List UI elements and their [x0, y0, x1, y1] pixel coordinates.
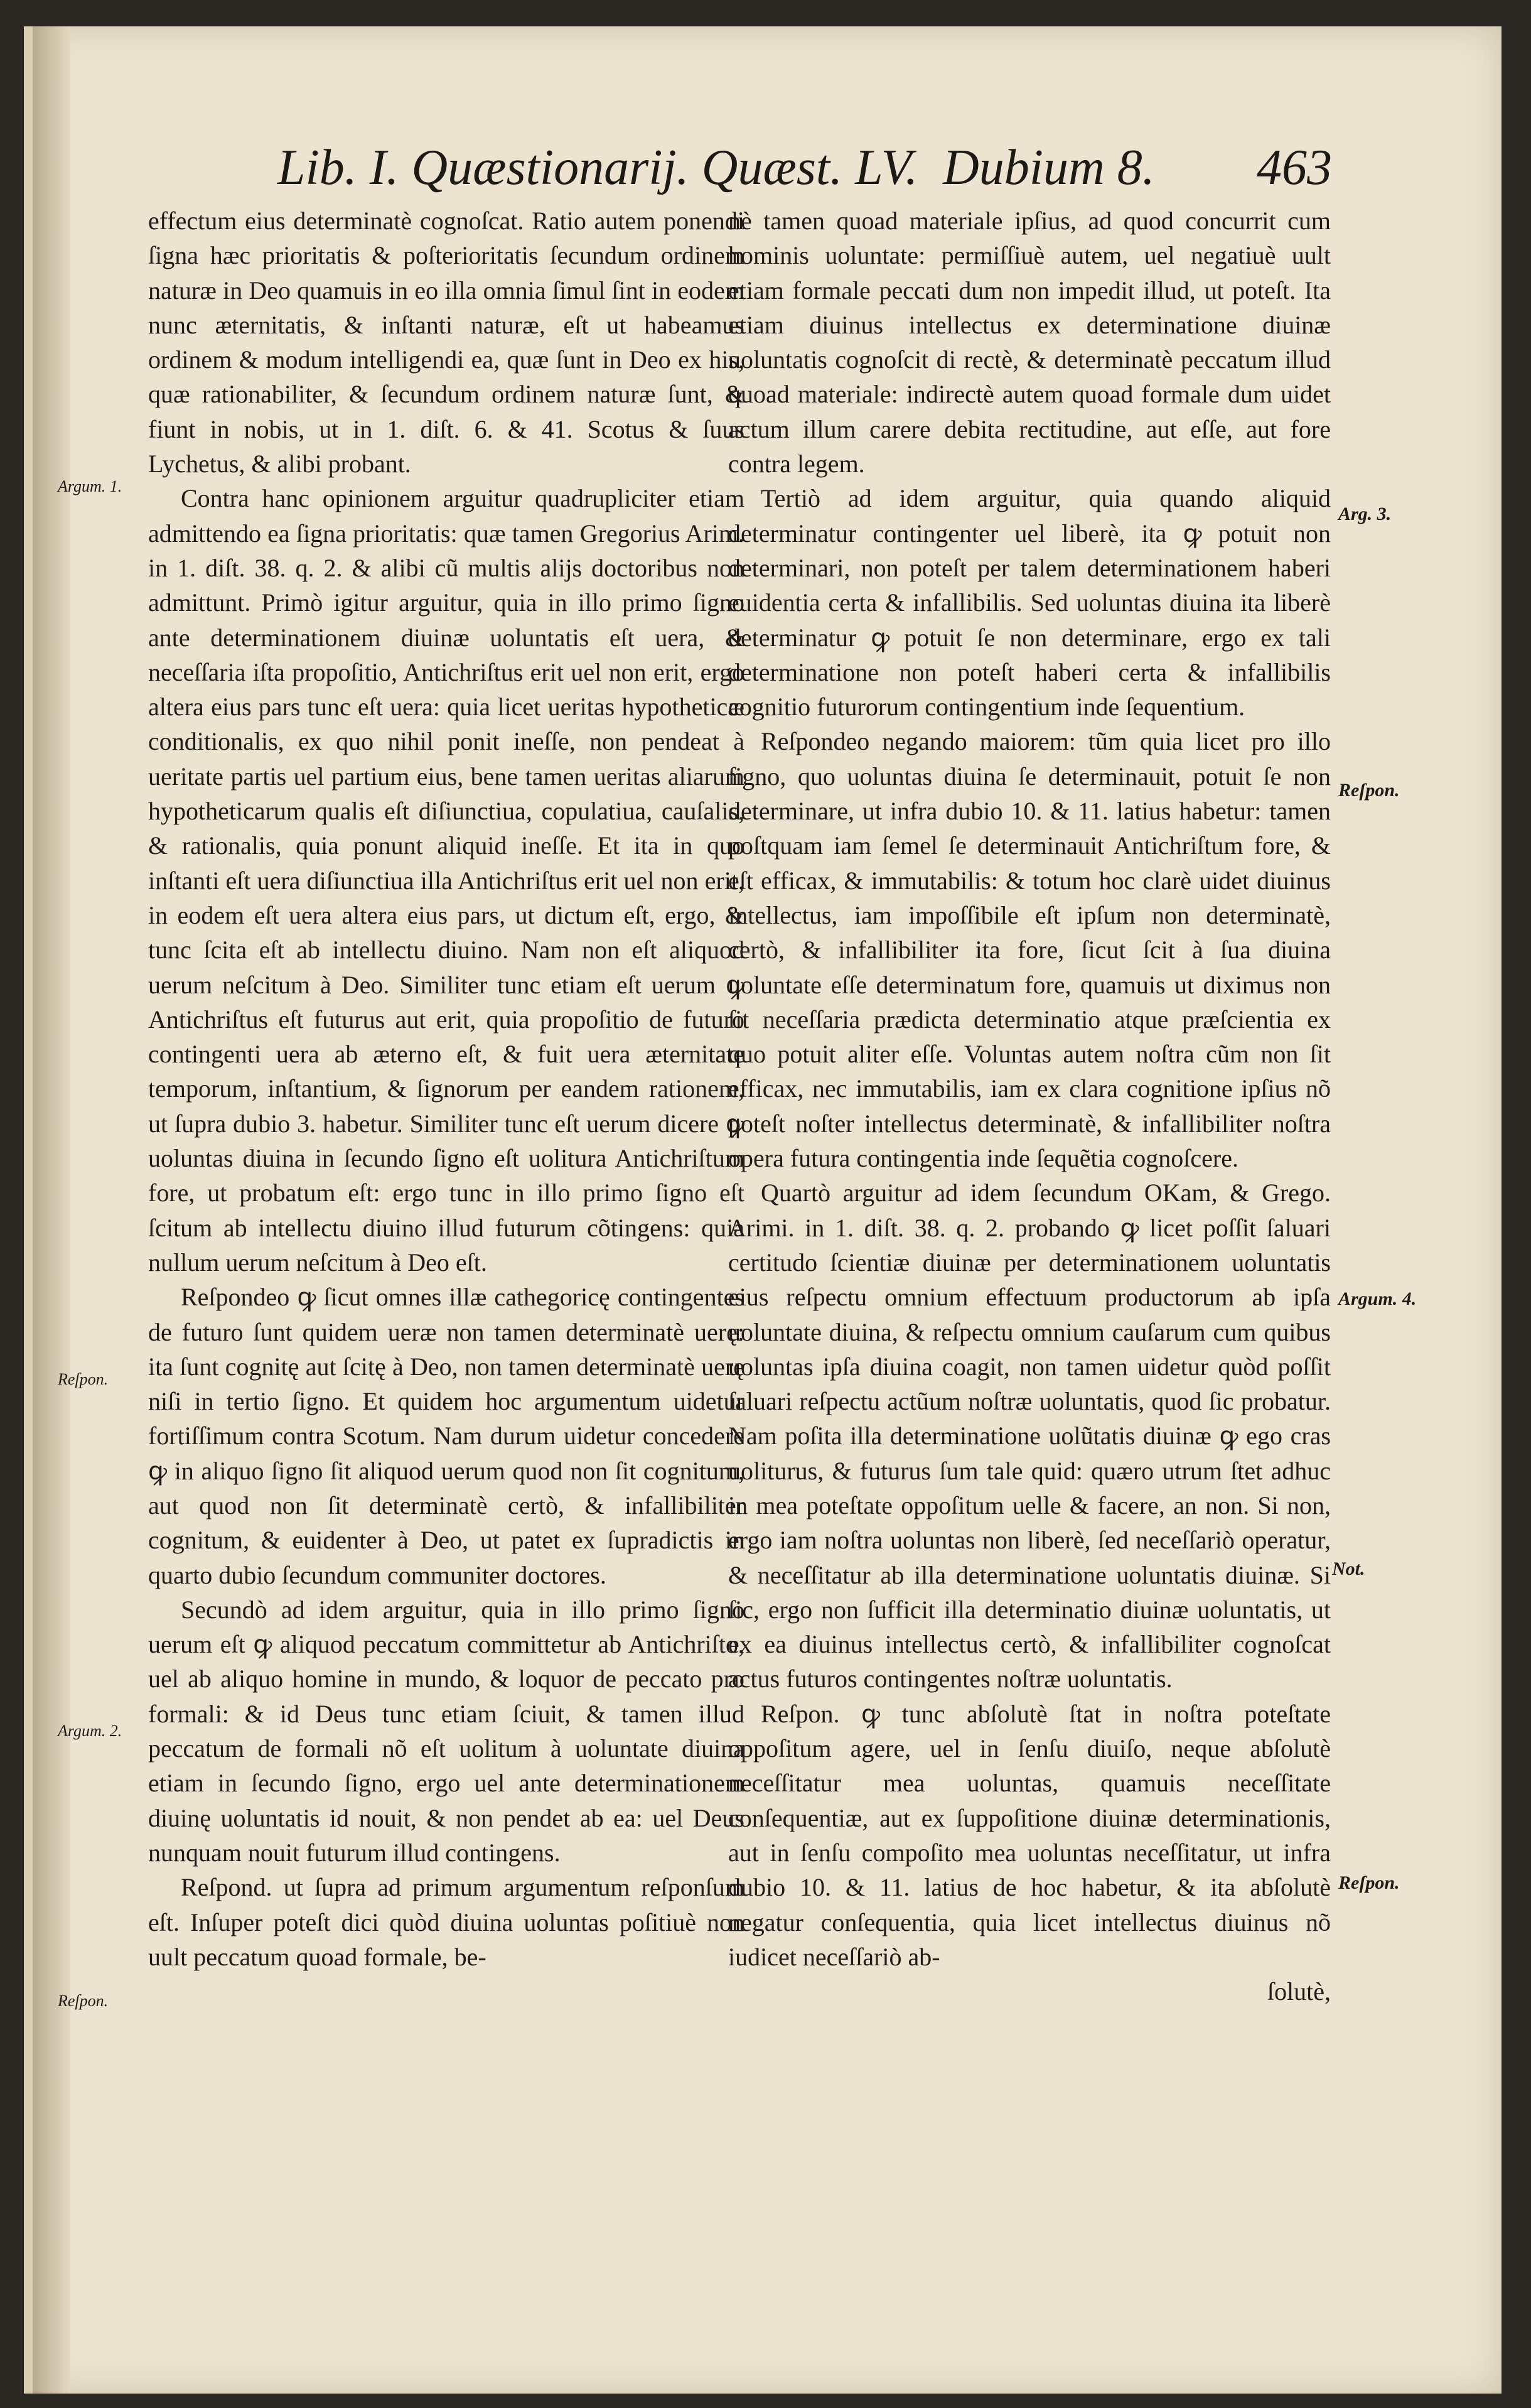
- paragraph: nè tamen quoad materiale ipſius, ad quod concurrit cum hominis uoluntate: permiſſiuè autem, uel negatiuè uult etiam formale peccati dum non impedit illud, ut poteſt. Ita etiam diuinus intellectus ex determinatione diuinæ uoluntatis cognoſcit di rectè, & determinatè peccatum illud quoad materiale: indirectè autem quoad formale dum uidet actum illum carere debita rectitudine, aut eſſe, aut fore contra legem.: [728, 207, 1331, 478]
- margin-note-not: Not.: [1332, 1558, 1365, 1579]
- margin-note-respon: Reſpon.: [1338, 1872, 1400, 1893]
- margin-note-argum-4: Argum. 4.: [1338, 1288, 1417, 1309]
- right-column: [728, 203, 1331, 2009]
- margin-note-argum-2: Argum. 2.: [58, 1722, 122, 1740]
- paragraph: Tertiò ad idem arguitur, quia quando aliquid determinatur contingenter uel liberè, ita ꝙ potuit non determinari, non poteſt per talem determinationem haberi euidentia certa & infallibilis. Sed uoluntas diuina ita liberè determinatur ꝙ potuit ſe non determinare, ergo ex tali determinatione non poteſt haberi certa & infallibilis cognitio futurorum contingentium inde ſequentium.: [728, 484, 1331, 721]
- paragraph: Reſpondeo negando maiorem: tũm quia licet pro illo ſigno, quo uoluntas diuina ſe determinauit, potuit ſe non determinare, ut infra dubio 10. & 11. latius habetur: tamen poſtquam iam ſemel ſe determinauit Antichriſtum fore, & eſt efficax, & immutabilis: & totum hoc clarè uidet diuinus intellectus, iam impoſſibile eſt ipſum non determinatè, certò, & infallibiliter ita fore, ſicut ſcit à ſua diuina uoluntate eſſe determinatum fore, quamuis ut diximus non ſit neceſſaria prædicta determinatio atque præſcientia ex quo potuit aliter eſſe. Voluntas autem noſtra cũm non ſit efficax, nec immutabilis, iam ex clara cognitione ipſius nõ poteſt noſter intellectus determinatè, & infallibiliter noſtra opera futura contingentia inde ſequẽtia cognoſcere.: [728, 727, 1331, 1173]
- catchword: ſolutè,: [1267, 1977, 1331, 2006]
- running-title: Lib. I. Quæstionarij. Quæst. LV.: [277, 140, 918, 195]
- paragraph: Quartò arguitur ad idem ſecundum OKam, & Grego. Arimi. in 1. diſt. 38. q. 2. probando ꝙ licet poſſit ſaluari certitudo ſcientiæ diuinæ per determinationem uoluntatis eius reſpectu omnium effectuum productorum ab ipſa uoluntate diuina, & reſpectu omnium cauſarum cum quibus uoluntas ipſa diuina coagit, non tamen uidetur quòd poſſit ſaluari reſpectu actũum noſtræ uoluntatis, quod ſic probatur. Nam poſita illa determinatione uolũtatis diuinæ ꝙ ego cras uoliturus, & futurus ſum tale quid: quæro utrum ſtet adhuc in mea poteſtate oppoſitum uelle & facere, an non. Si non, ergo iam noſtra uoluntas non liberè, ſed neceſſariò operatur, & neceſſitatur ab illa determinatione uoluntatis diuinæ. Si ſic, ergo non ſufficit illa determinatio diuinæ uoluntatis, ut ex ea diuinus intellectus certò, & infallibiliter cognoſcat actus futuros contingentes noſtræ uoluntatis.: [728, 1179, 1331, 1693]
- paragraph: Reſpondeo ꝙ ſicut omnes illæ cathegoricę contingentes de futuro ſunt quidem ueræ non tamen determinatè uerę: ita ſunt cognitę aut ſcitę à Deo, non tamen determinatè uerę niſi in tertio ſigno. Et quidem hoc argumentum uidetur fortiſſimum contra Scotum. Nam durum uidetur concedere ꝙ in aliquo ſigno ſit aliquod uerum quod non ſit cognitum, aut quod non ſit determinatè certò, & infallibiliter cognitum, & euidenter à Deo, ut patet ex ſupradictis in quarto dubio ſecundum communiter doctores.: [148, 1283, 744, 1589]
- book-page: [24, 26, 1501, 2394]
- running-header: [33, 121, 1501, 196]
- margin-note-argum-1: Argum. 1.: [58, 477, 122, 495]
- page-number: 463: [1257, 140, 1332, 195]
- margin-note-respon: Reſpon.: [58, 1370, 109, 1388]
- dubium-label: Dubium 8.: [943, 140, 1155, 195]
- paragraph: Contra hanc opinionem arguitur quadrupliciter etiam admittendo ea ſigna prioritatis: quæ tamen Gregorius Arim. in 1. diſt. 38. q. 2. & alibi cũ multis alijs doctoribus non admittunt. Primò igitur arguitur, quia in illo primo ſigno ante determinationem diuinæ uoluntatis eſt uera, & neceſſaria iſta propoſitio, Antichriſtus erit uel non erit, ergo altera eius pars tunc eſt uera: quia licet ueritas hypotheticæ conditionalis, ex quo nihil ponit ineſſe, non pendeat à ueritate partis uel partium eius, bene tamen ueritas aliarum hypotheticarum qualis eſt diſiunctiua, copulatiua, cauſalis, & rationalis, quia ponunt aliquid ineſſe. Et ita in quo inſtanti eſt uera diſiunctiua illa Antichriſtus erit uel non erit, in eodem eſt uera altera eius pars, ut dictum eſt, ergo, & tunc ſcita eſt ab intellectu diuino. Nam non eſt aliquod uerum neſcitum à Deo. Similiter tunc etiam eſt uerum ꝙ Antichriſtus eſt futurus aut erit, quia propoſitio de futuro contingenti uera ab æterno eſt, & fuit uera æternitate temporum, inſtantium, & ſignorum per eandem rationem, ut ſupra dubio 3. habetur. Similiter tunc eſt uerum dicere ꝙ uoluntas diuina in ſecundo ſigno eſt uolitura Antichriſtum fore, ut probatum eſt: ergo tunc in illo primo ſigno eſt ſcitum ab intellectu diuino illud futurum cõtingens: quia nullum uerum neſcitum à Deo eſt.: [148, 484, 744, 1277]
- margin-note-respon: Reſpon.: [1338, 780, 1400, 801]
- margin-note-arg-3: Arg. 3.: [1338, 504, 1392, 524]
- paragraph: effectum eius determinatè cognoſcat. Ratio autem ponendi ſigna hæc prioritatis & poſterioritatis ſecundum ordinem naturæ in Deo quamuis in eo illa omnia ſimul ſint in eodem nunc æternitatis, & inſtanti naturæ, eſt ut habeamus ordinem & modum intelligendi ea, quæ ſunt in Deo ex his, quæ rationabiliter, & ſecundum ordinem naturæ ſunt, & fiunt in nobis, ut in 1. diſt. 6. & 41. Scotus & ſuus Lychetus, & alibi probant.: [148, 207, 744, 478]
- margin-note-respon: Reſpon.: [58, 1992, 109, 2010]
- paragraph: Reſpon. ꝙ tunc abſolutè ſtat in noſtra poteſtate oppoſitum agere, uel in ſenſu diuiſo, neque abſolutè neceſſitatur mea uoluntas, quamuis neceſſitate conſequentiæ, aut ex ſuppoſitione diuinæ determinationis, aut in ſenſu compoſito mea uoluntas neceſſitatur, ut infra dubio 10. & 11. latius de hoc habetur, & ita abſolutè negatur conſequentia, quia licet intellectus diuinus nõ iudicet neceſſariò ab-: [728, 1699, 1331, 1971]
- paragraph: Secundò ad idem arguitur, quia in illo primo ſigno uerum eſt ꝙ aliquod peccatum committetur ab Antichriſto, uel ab aliquo homine in mundo, & loquor de peccato pro formali: & id Deus tunc etiam ſciuit, & tamen illud peccatum de formali nõ eſt uolitum à uoluntate diuina etiam in ſecundo ſigno, ergo uel ante determinationem diuinę uoluntatis id nouit, & non pendet ab ea: uel Deus nunquam nouit futurum illud contingens.: [148, 1595, 744, 1867]
- left-column: [148, 203, 744, 1974]
- paragraph: Reſpond. ut ſupra ad primum argumentum reſponſum eſt. Inſuper poteſt dici quòd diuina uoluntas poſitiuè non uult peccatum quoad formale, be-: [148, 1873, 744, 1971]
- page-gutter: [33, 26, 70, 2394]
